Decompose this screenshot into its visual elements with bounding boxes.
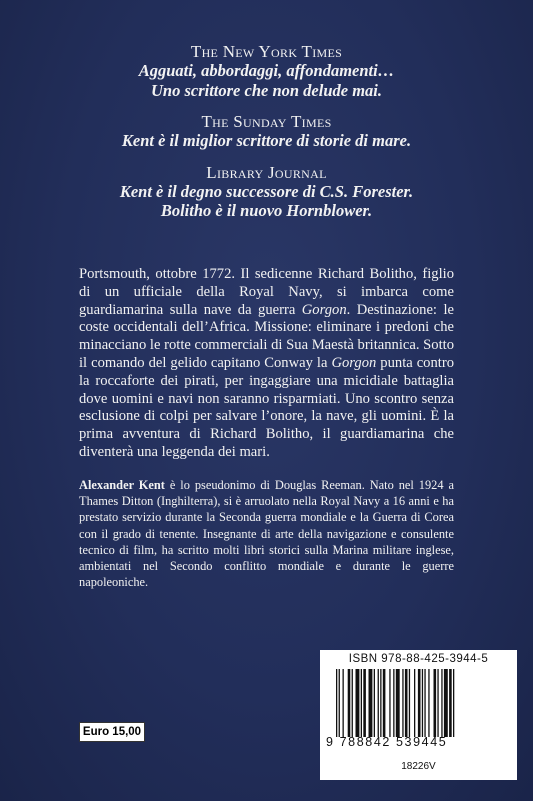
ean-digits: 9 788842 539445 — [326, 735, 448, 749]
synopsis — [79, 266, 454, 462]
quote-line: Uno scrittore che non delude mai. — [150, 80, 382, 100]
quote-library-journal — [0, 163, 533, 221]
barcode-icon — [336, 669, 504, 737]
author-bio-text: è lo pseudonimo di Douglas Reeman. Nato nel 1924 a Thames Ditton (Inghilterra), si è arruolato nella Royal Navy a 16 anni e ha prestato servizio durante la Seconda guerra mondiale e la Guerra di Corea con il grado di tenente. Insegnante di arte della navigazione e consulente tecnico di film, ha scritto molti libri storici sulla Marina militare inglese, ambientati nel Secondo conflitto mondiale e durante le guerre napoleoniche. — [79, 478, 454, 590]
synopsis-text: punta contro la roccaforte dei pirati, per ingaggiare una micidiale battaglia dove uomini e navi non saranno risparmiati. Uno scontro senza esclusione di colpi per salvare l’onore, la nave, gli uomini. È la prima avventura di Richard Bolitho, il guardiamarina che diventerà una leggenda dei mari. — [79, 354, 454, 460]
ship-name: Gorgon — [331, 354, 377, 371]
isbn-text: ISBN 978-88-425-3944-5 — [348, 653, 489, 665]
press-quotes — [0, 42, 533, 233]
quote-line: Bolitho è il nuovo Hornblower. — [160, 201, 373, 220]
quote-sunday-times — [0, 112, 533, 151]
author-name: Alexander Kent — [79, 478, 165, 492]
author-bio — [79, 477, 454, 590]
quote-new-york-times — [0, 42, 533, 100]
barcode-label — [320, 650, 517, 780]
quote-line: Kent è il degno successore di C.S. Forester. — [119, 181, 414, 201]
price-sticker: Euro 15,00 — [79, 722, 145, 742]
synopsis-text: Portsmouth, ottobre 1772. Il sedicenne Richard Bolitho, figlio di un ufficiale della Royal Navy, si imbarca come guardiamarina sulla nave da guerra — [79, 266, 454, 318]
quote-source: The New York Times — [190, 42, 343, 61]
quote-line: Kent è il miglior scrittore di storie di mare. — [121, 131, 412, 150]
internal-code: 18226V — [401, 761, 436, 772]
quote-source: The Sunday Times — [201, 112, 332, 131]
quote-source: Library Journal — [206, 162, 327, 182]
synopsis-text: . Destinazione: le coste occidentali dell’Africa. Missione: eliminare i predoni che minacciano le rotte commerciali di Sua Maestà britannica. Sotto il comando del gelido capitano Conway la — [79, 301, 454, 371]
quote-line: Agguati, abbordaggi, affondamenti… — [138, 61, 395, 80]
ship-name: Gorgon — [301, 301, 347, 318]
